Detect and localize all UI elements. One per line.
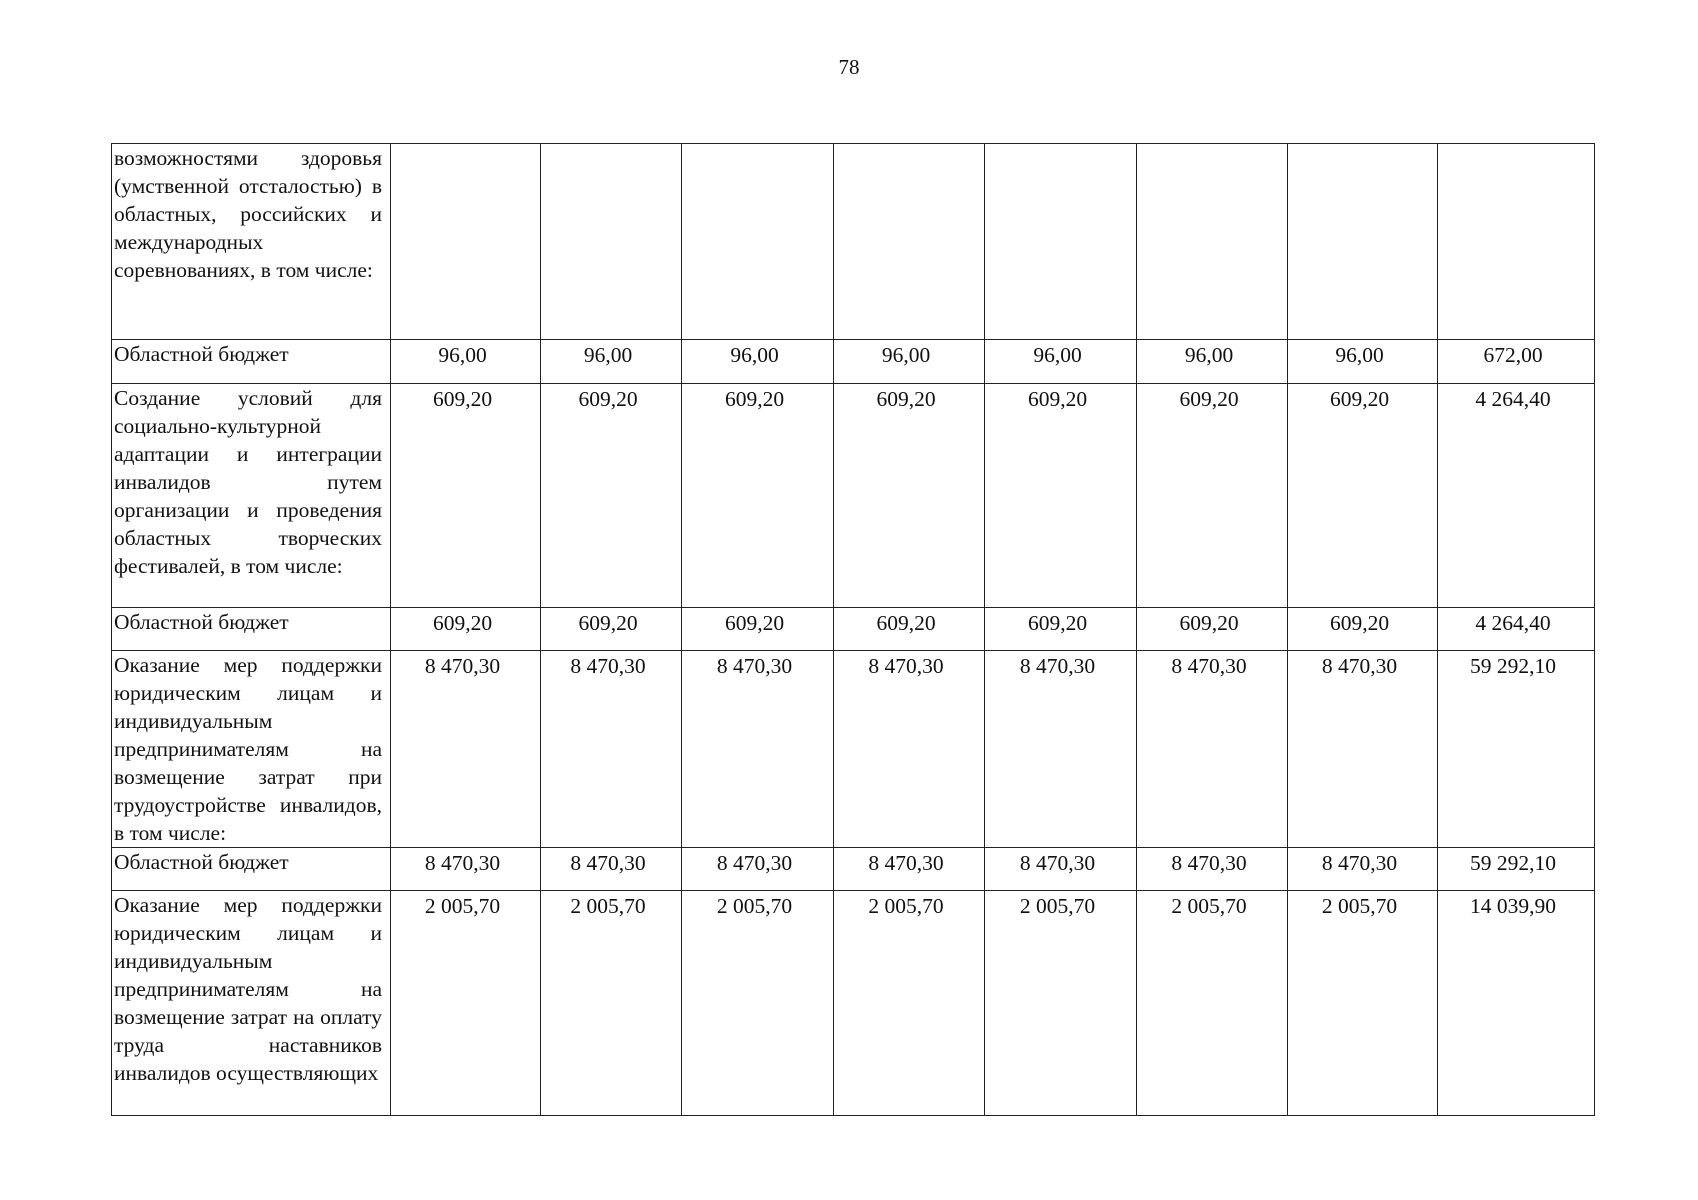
total-cell: 14 039,90 xyxy=(1438,891,1595,1116)
value-cell: 96,00 xyxy=(1137,340,1288,384)
total-cell: 4 264,40 xyxy=(1438,384,1595,608)
value-cell: 96,00 xyxy=(834,340,985,384)
value-cell: 96,00 xyxy=(682,340,834,384)
value-cell: 96,00 xyxy=(391,340,541,384)
value-cell xyxy=(391,144,541,340)
value-cell: 8 470,30 xyxy=(834,651,985,848)
value-cell: 8 470,30 xyxy=(682,848,834,891)
value-cell: 96,00 xyxy=(541,340,682,384)
table-row xyxy=(112,651,1595,848)
value-cell: 609,20 xyxy=(1137,384,1288,608)
value-cell: 96,00 xyxy=(985,340,1137,384)
value-cell: 609,20 xyxy=(1288,384,1438,608)
value-cell xyxy=(541,144,682,340)
row-label: Создание условий для социально-культурной адаптации и интеграции инвалидов путем организации и проведения областных творческих фестивалей, в том числе: xyxy=(112,384,391,608)
value-cell: 8 470,30 xyxy=(682,651,834,848)
table-row xyxy=(112,848,1595,891)
value-cell: 8 470,30 xyxy=(1288,651,1438,848)
budget-table xyxy=(111,143,1595,1116)
row-label: возможностями здоровья (умственной отсталостью) в областных, российских и международных соревнованиях, в том числе: xyxy=(112,144,391,340)
row-label: Областной бюджет xyxy=(112,848,391,891)
value-cell: 609,20 xyxy=(682,384,834,608)
value-cell: 2 005,70 xyxy=(541,891,682,1116)
value-cell: 609,20 xyxy=(682,608,834,651)
value-cell: 2 005,70 xyxy=(834,891,985,1116)
value-cell: 609,20 xyxy=(391,384,541,608)
value-cell: 2 005,70 xyxy=(1137,891,1288,1116)
value-cell: 8 470,30 xyxy=(541,651,682,848)
value-cell: 2 005,70 xyxy=(1288,891,1438,1116)
value-cell: 2 005,70 xyxy=(391,891,541,1116)
value-cell xyxy=(1137,144,1288,340)
value-cell: 8 470,30 xyxy=(391,651,541,848)
table-row xyxy=(112,608,1595,651)
value-cell: 609,20 xyxy=(1137,608,1288,651)
page-number: 78 xyxy=(838,55,860,79)
value-cell: 8 470,30 xyxy=(1288,848,1438,891)
row-label: Областной бюджет xyxy=(112,340,391,384)
row-label: Оказание мер поддержки юридическим лицам и индивидуальным предпринимателям на возмещение затрат на оплату труда наставников инвалидов осуществляющих xyxy=(112,891,391,1116)
value-cell xyxy=(834,144,985,340)
value-cell: 609,20 xyxy=(541,384,682,608)
value-cell: 8 470,30 xyxy=(985,848,1137,891)
value-cell: 8 470,30 xyxy=(541,848,682,891)
value-cell: 609,20 xyxy=(541,608,682,651)
table-row xyxy=(112,340,1595,384)
value-cell: 8 470,30 xyxy=(1137,848,1288,891)
value-cell: 8 470,30 xyxy=(834,848,985,891)
value-cell: 609,20 xyxy=(834,384,985,608)
row-label: Оказание мер поддержки юридическим лицам и индивидуальным предпринимателям на возмещение затрат при трудоустройстве инвалидов, в том числе: xyxy=(112,651,391,848)
value-cell: 8 470,30 xyxy=(1137,651,1288,848)
value-cell: 609,20 xyxy=(834,608,985,651)
total-cell xyxy=(1438,144,1595,340)
value-cell: 609,20 xyxy=(985,384,1137,608)
value-cell: 2 005,70 xyxy=(985,891,1137,1116)
value-cell: 8 470,30 xyxy=(985,651,1137,848)
value-cell xyxy=(682,144,834,340)
value-cell: 96,00 xyxy=(1288,340,1438,384)
table-row xyxy=(112,144,1595,340)
total-cell: 4 264,40 xyxy=(1438,608,1595,651)
table-row xyxy=(112,384,1595,608)
total-cell: 672,00 xyxy=(1438,340,1595,384)
value-cell: 8 470,30 xyxy=(391,848,541,891)
table-row xyxy=(112,891,1595,1116)
total-cell: 59 292,10 xyxy=(1438,651,1595,848)
value-cell: 2 005,70 xyxy=(682,891,834,1116)
value-cell xyxy=(1288,144,1438,340)
value-cell: 609,20 xyxy=(1288,608,1438,651)
value-cell: 609,20 xyxy=(391,608,541,651)
value-cell: 609,20 xyxy=(985,608,1137,651)
row-label: Областной бюджет xyxy=(112,608,391,651)
total-cell: 59 292,10 xyxy=(1438,848,1595,891)
value-cell xyxy=(985,144,1137,340)
